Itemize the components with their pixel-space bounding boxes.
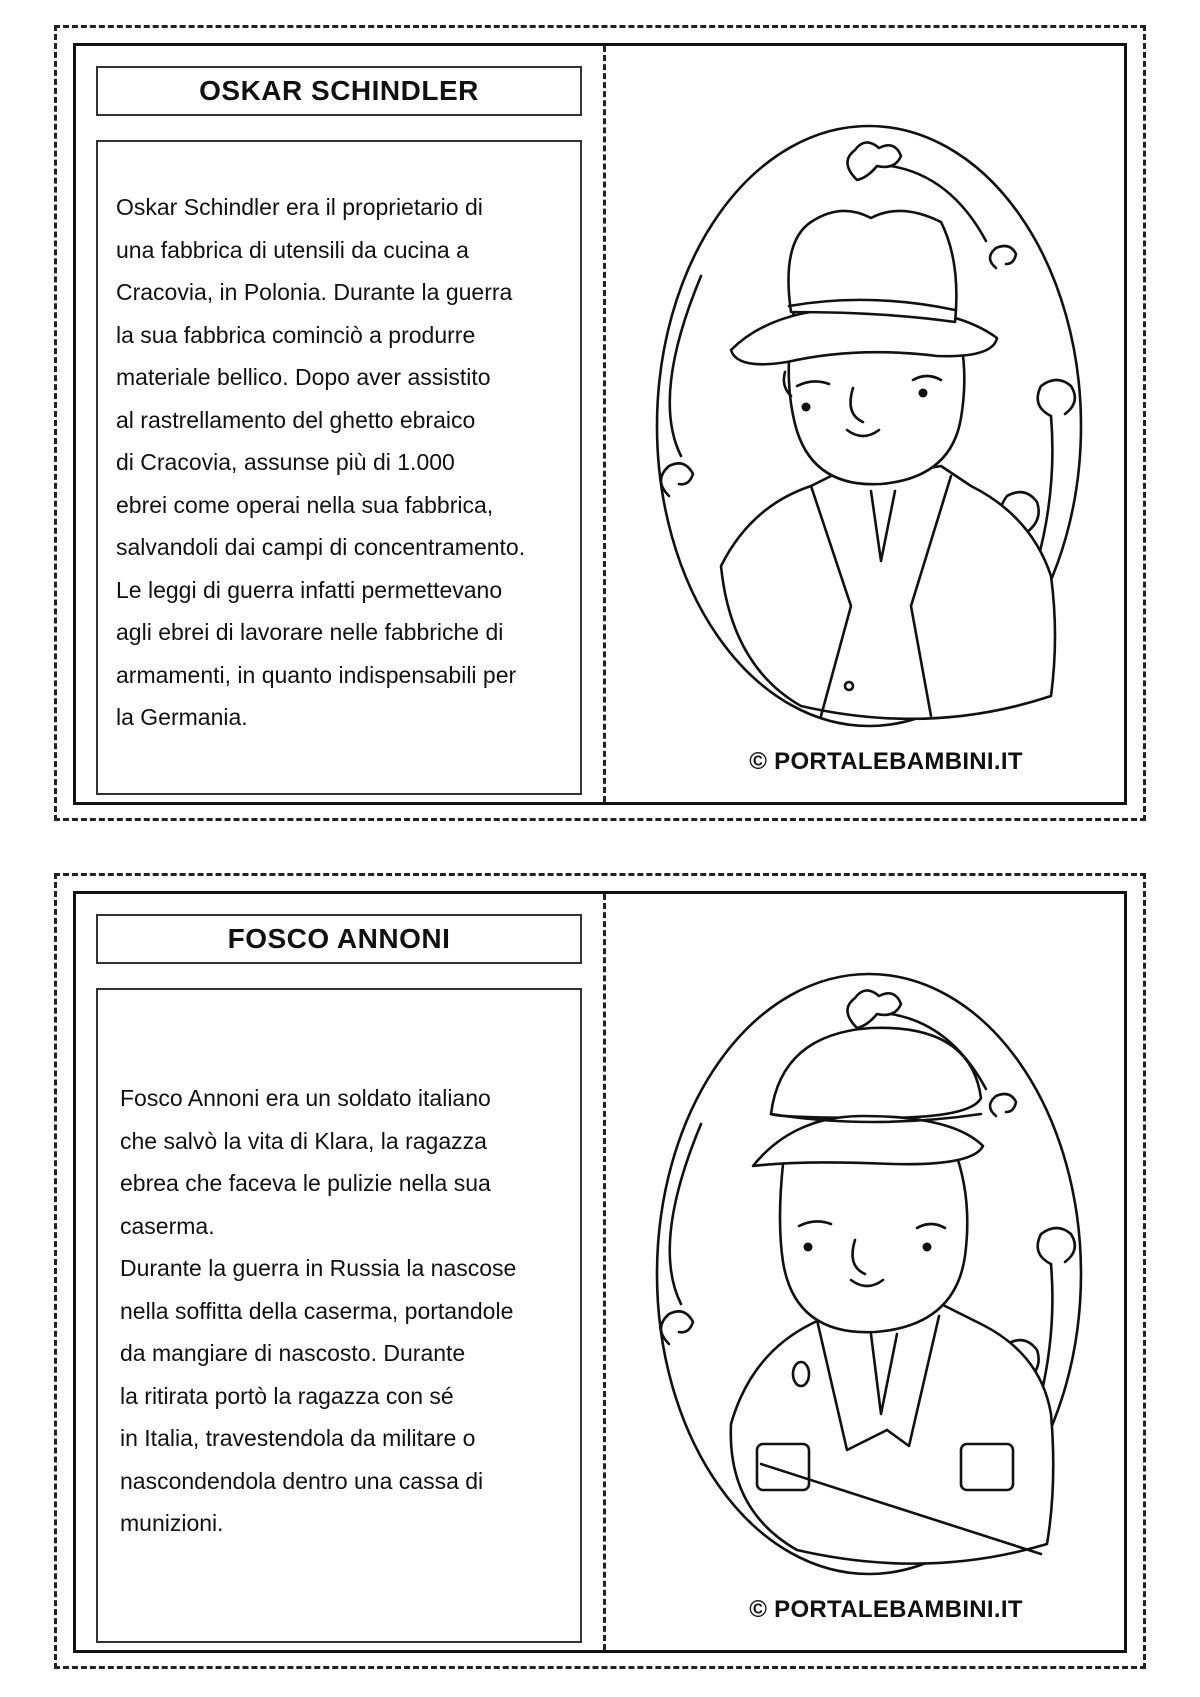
bio-line: munizioni.	[120, 1510, 224, 1536]
ornament	[661, 463, 693, 496]
fold-line	[603, 894, 606, 1650]
bio-line: agli ebrei di lavorare nelle fabbriche di	[116, 619, 504, 645]
portrait-fosco-annoni	[621, 944, 1117, 1582]
bio-line: al rastrellamento del ghetto ebraico	[116, 406, 476, 433]
title-box	[96, 66, 582, 116]
eye	[919, 389, 928, 398]
bio-line: Le leggi di guerra infatti permettevano	[116, 576, 503, 603]
credit-text: © PORTALEBAMBINI.IT	[749, 1596, 1023, 1623]
eye	[804, 1243, 813, 1252]
eye	[923, 1243, 932, 1252]
ornament	[1038, 380, 1075, 416]
bio-line: la sua fabbrica cominciò a produrre	[116, 321, 476, 348]
title-box	[96, 914, 582, 964]
ornament	[1038, 1228, 1075, 1264]
card-title: FOSCO ANNONI	[227, 923, 451, 954]
card-title: OSKAR SCHINDLER	[199, 75, 479, 106]
bio-box	[96, 988, 582, 1643]
bio-line: nascondendola dentro una cassa di	[120, 1467, 484, 1494]
bio-line: una fabbrica di utensili da cucina a	[116, 236, 469, 263]
card-fosco-annoni	[73, 891, 1127, 1653]
bio-line: Durante la guerra in Russia la nascose	[120, 1255, 517, 1281]
ornament	[990, 246, 1016, 268]
bio-line: ebrea che faceva le pulizie nella sua	[120, 1170, 491, 1196]
bio-line: materiale bellico. Dopo aver assistito	[116, 364, 491, 390]
eye	[802, 403, 811, 412]
bio-line: Cracovia, in Polonia. Durante la guerra	[116, 279, 513, 305]
card-oskar-schindler	[73, 43, 1127, 805]
portrait-oskar-schindler	[621, 96, 1117, 734]
bio-line: caserma.	[120, 1212, 215, 1239]
bio-line: Fosco Annoni era un soldato italiano	[120, 1085, 491, 1111]
bio-line: Oskar Schindler era il proprietario di	[116, 194, 483, 220]
jacket	[721, 466, 1055, 719]
bio-text	[116, 186, 570, 739]
bio-line: salvandoli dai campi di concentramento.	[116, 534, 526, 560]
bio-line: la Germania.	[116, 704, 248, 730]
cap-visor	[753, 1116, 983, 1166]
bio-line: ebrei come operai nella sua fabbrica,	[116, 491, 494, 518]
bio-line: la ritirata portò la ragazza con sé	[120, 1382, 454, 1409]
ornament	[661, 1311, 693, 1344]
ornament	[847, 142, 901, 180]
bio-line: armamenti, in quanto indispensabili per	[116, 661, 517, 688]
bio-line: in Italia, travestendola da militare o	[120, 1425, 476, 1451]
bio-line: nella soffitta della caserma, portandole	[120, 1297, 514, 1324]
credit-text: © PORTALEBAMBINI.IT	[749, 748, 1023, 775]
ornament	[990, 1094, 1016, 1116]
ornament	[847, 990, 901, 1028]
bio-line: da mangiare di nascosto. Durante	[120, 1340, 466, 1366]
bio-text	[120, 1077, 570, 1545]
bio-line: che salvò la vita di Klara, la ragazza	[120, 1127, 487, 1154]
bio-box	[96, 140, 582, 795]
fold-line	[603, 46, 606, 802]
bio-line: di Cracovia, assunse più di 1.000	[116, 449, 455, 475]
